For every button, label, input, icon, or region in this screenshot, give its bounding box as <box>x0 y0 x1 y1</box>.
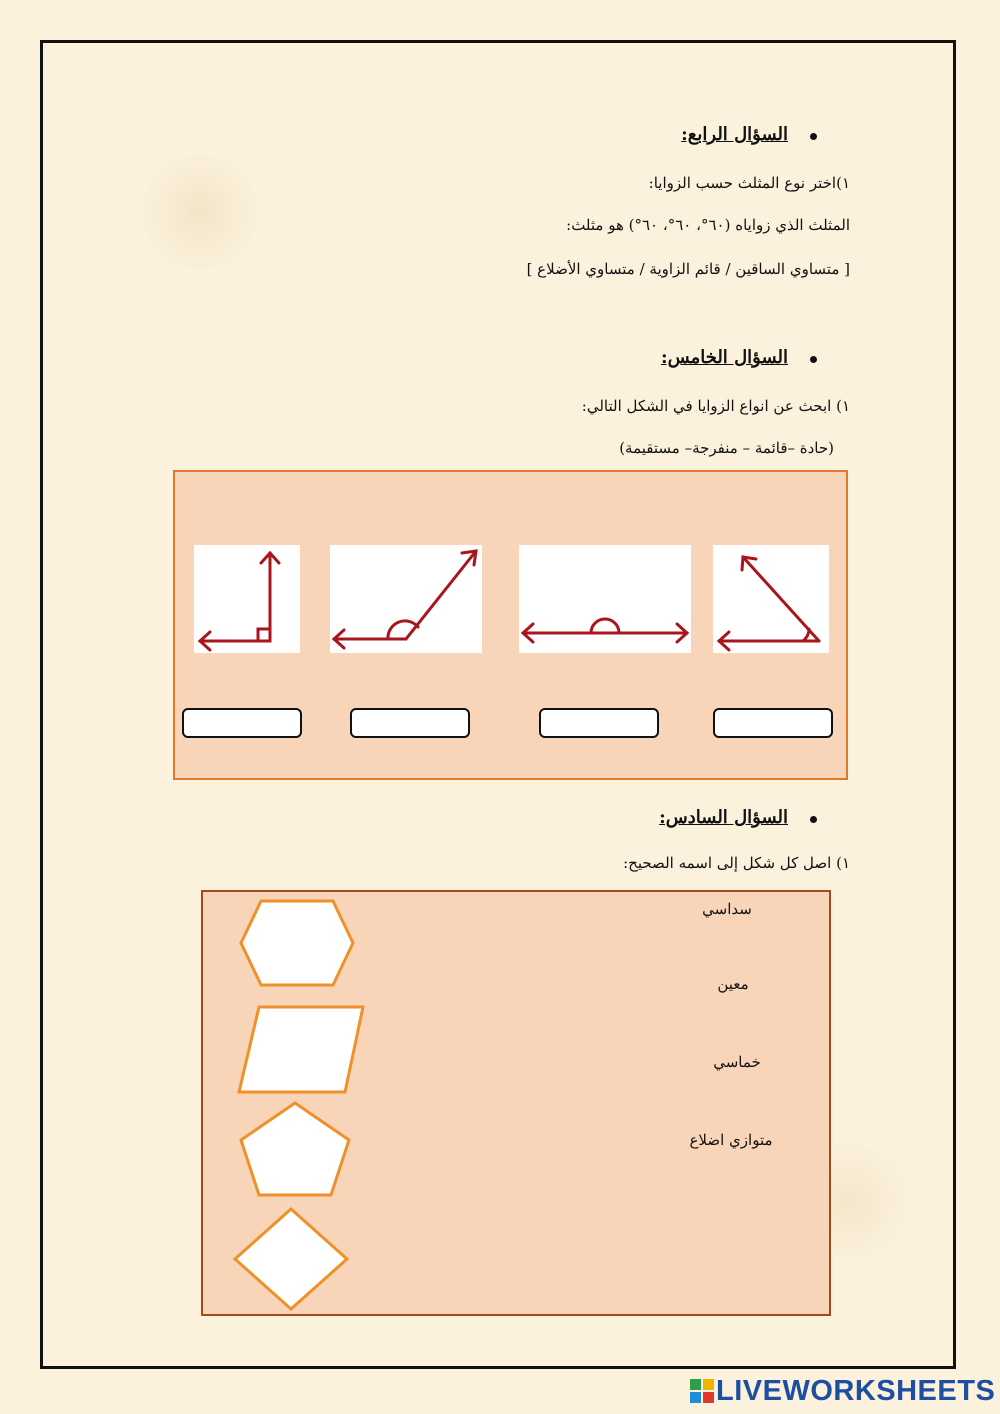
logo-text: LIVEWORKSHEETS <box>716 1374 996 1407</box>
pentagon-icon[interactable] <box>237 1100 353 1198</box>
straight-angle-icon <box>519 545 691 653</box>
acute-angle-icon <box>713 545 829 653</box>
right-angle-icon <box>194 545 300 653</box>
liveworksheets-logo <box>690 1376 995 1406</box>
bullet-q5 <box>810 356 817 363</box>
q4-instruction: ١)اختر نوع المثلث حسب الزوايا: <box>648 174 850 192</box>
rhombus-icon[interactable] <box>231 1206 351 1312</box>
bullet-q4 <box>810 133 817 140</box>
liveworksheets-logo-icon <box>690 1379 714 1403</box>
label-hexagon[interactable]: سداسي <box>702 900 752 918</box>
label-parallelogram[interactable]: متوازي اضلاع <box>689 1131 773 1149</box>
q4-question: المثلث الذي زواياه (٦٠°، ٦٠°، ٦٠°) هو مثلث: <box>566 216 850 234</box>
label-pentagon[interactable]: خماسي <box>713 1053 761 1071</box>
answer-box-straight-angle[interactable] <box>539 708 659 738</box>
q4-heading: السؤال الرابع: <box>681 124 788 145</box>
obtuse-angle-icon <box>330 545 482 653</box>
q5-instruction: ١) ابحث عن انواع الزوايا في الشكل التالي: <box>581 397 850 415</box>
q6-instruction: ١) اصل كل شكل إلى اسمه الصحيح: <box>623 854 850 872</box>
bullet-q6 <box>810 816 817 823</box>
label-rhombus[interactable]: معين <box>717 975 749 993</box>
q5-options: (حادة –قائمة – منفرجة– مستقيمة) <box>619 439 834 457</box>
answer-box-acute-angle[interactable] <box>713 708 833 738</box>
answer-box-obtuse-angle[interactable] <box>350 708 470 738</box>
angles-panel <box>173 470 848 780</box>
q6-heading: السؤال السادس: <box>659 807 788 828</box>
answer-box-right-angle[interactable] <box>182 708 302 738</box>
hexagon-icon[interactable] <box>237 898 357 988</box>
parallelogram-icon[interactable] <box>235 1004 367 1096</box>
q4-options: [ متساوي الساقين / قائم الزاوية / متساوي الأضلاع ] <box>526 260 850 278</box>
q5-heading: السؤال الخامس: <box>660 347 788 368</box>
shapes-panel <box>201 890 831 1316</box>
